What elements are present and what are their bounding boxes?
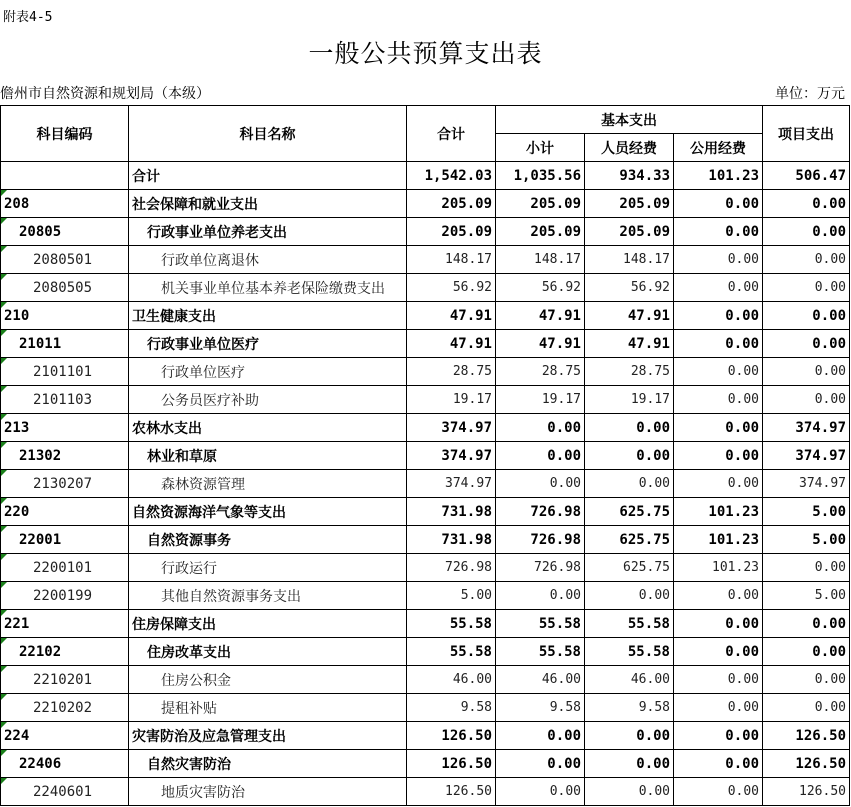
table-row bbox=[1, 442, 850, 470]
row-code: 20805 bbox=[1, 218, 129, 246]
page-title: 一般公共预算支出表 bbox=[308, 39, 543, 68]
row-code: 213 bbox=[1, 414, 129, 442]
row-total: 19.17 bbox=[407, 386, 496, 414]
row-personnel: 0.00 bbox=[585, 722, 674, 750]
row-subtotal: 19.17 bbox=[496, 386, 585, 414]
row-project: 506.47 bbox=[763, 162, 850, 190]
row-total: 126.50 bbox=[407, 750, 496, 778]
row-name: 住房公积金 bbox=[129, 666, 407, 694]
row-name: 合计 bbox=[129, 162, 407, 190]
table-row bbox=[1, 610, 850, 638]
row-code: 220 bbox=[1, 498, 129, 526]
row-name: 自然资源海洋气象等支出 bbox=[129, 498, 407, 526]
table-row bbox=[1, 694, 850, 722]
row-project: 374.97 bbox=[763, 470, 850, 498]
row-subtotal: 0.00 bbox=[496, 750, 585, 778]
row-code: 2080501 bbox=[1, 246, 129, 274]
row-personnel: 46.00 bbox=[585, 666, 674, 694]
row-total: 731.98 bbox=[407, 498, 496, 526]
row-total: 126.50 bbox=[407, 778, 496, 806]
table-row bbox=[1, 190, 850, 218]
row-personnel: 28.75 bbox=[585, 358, 674, 386]
table-row bbox=[1, 162, 850, 190]
row-code: 2240601 bbox=[1, 778, 129, 806]
row-project: 0.00 bbox=[763, 274, 850, 302]
row-personnel: 55.58 bbox=[585, 638, 674, 666]
row-name: 行政单位医疗 bbox=[129, 358, 407, 386]
cell-marker-icon bbox=[1, 246, 7, 252]
row-public: 0.00 bbox=[674, 218, 763, 246]
row-subtotal: 205.09 bbox=[496, 190, 585, 218]
header-code: 科目编码 bbox=[1, 106, 129, 162]
row-total: 148.17 bbox=[407, 246, 496, 274]
row-name: 灾害防治及应急管理支出 bbox=[129, 722, 407, 750]
row-project: 126.50 bbox=[763, 778, 850, 806]
row-code: 210 bbox=[1, 302, 129, 330]
row-name: 社会保障和就业支出 bbox=[129, 190, 407, 218]
row-project: 0.00 bbox=[763, 610, 850, 638]
row-public: 0.00 bbox=[674, 778, 763, 806]
row-personnel: 47.91 bbox=[585, 302, 674, 330]
row-personnel: 148.17 bbox=[585, 246, 674, 274]
row-total: 47.91 bbox=[407, 302, 496, 330]
row-personnel: 625.75 bbox=[585, 498, 674, 526]
appendix-tag: 附表4-5 bbox=[3, 10, 53, 25]
cell-marker-icon bbox=[1, 694, 7, 700]
row-public: 0.00 bbox=[674, 414, 763, 442]
row-project: 5.00 bbox=[763, 582, 850, 610]
row-subtotal: 28.75 bbox=[496, 358, 585, 386]
row-subtotal: 47.91 bbox=[496, 330, 585, 358]
row-personnel: 9.58 bbox=[585, 694, 674, 722]
row-total: 55.58 bbox=[407, 638, 496, 666]
budget-table bbox=[0, 105, 850, 806]
table-row bbox=[1, 330, 850, 358]
cell-marker-icon bbox=[1, 470, 7, 476]
row-public: 0.00 bbox=[674, 190, 763, 218]
cell-marker-icon bbox=[1, 302, 7, 308]
row-personnel: 19.17 bbox=[585, 386, 674, 414]
header-basic: 基本支出 bbox=[496, 106, 763, 134]
row-name: 行政事业单位医疗 bbox=[129, 330, 407, 358]
row-public: 0.00 bbox=[674, 610, 763, 638]
row-subtotal: 726.98 bbox=[496, 498, 585, 526]
table-row bbox=[1, 246, 850, 274]
row-personnel: 55.58 bbox=[585, 610, 674, 638]
row-personnel: 205.09 bbox=[585, 190, 674, 218]
row-code: 221 bbox=[1, 610, 129, 638]
header-subtotal: 小计 bbox=[496, 134, 585, 162]
row-public: 0.00 bbox=[674, 694, 763, 722]
row-subtotal: 0.00 bbox=[496, 778, 585, 806]
row-public: 0.00 bbox=[674, 470, 763, 498]
row-public: 0.00 bbox=[674, 582, 763, 610]
row-code: 21011 bbox=[1, 330, 129, 358]
row-subtotal: 46.00 bbox=[496, 666, 585, 694]
table-body bbox=[1, 162, 850, 806]
table-row bbox=[1, 750, 850, 778]
table-row bbox=[1, 302, 850, 330]
row-name: 卫生健康支出 bbox=[129, 302, 407, 330]
table-row bbox=[1, 526, 850, 554]
row-code: 2130207 bbox=[1, 470, 129, 498]
row-total: 374.97 bbox=[407, 442, 496, 470]
row-public: 0.00 bbox=[674, 442, 763, 470]
row-total: 374.97 bbox=[407, 414, 496, 442]
row-subtotal: 56.92 bbox=[496, 274, 585, 302]
row-total: 46.00 bbox=[407, 666, 496, 694]
row-subtotal: 148.17 bbox=[496, 246, 585, 274]
row-name: 行政事业单位养老支出 bbox=[129, 218, 407, 246]
row-subtotal: 726.98 bbox=[496, 526, 585, 554]
row-code: 2210202 bbox=[1, 694, 129, 722]
row-personnel: 0.00 bbox=[585, 414, 674, 442]
row-code: 22001 bbox=[1, 526, 129, 554]
row-code: 22406 bbox=[1, 750, 129, 778]
row-public: 0.00 bbox=[674, 330, 763, 358]
row-total: 47.91 bbox=[407, 330, 496, 358]
row-code: 2101103 bbox=[1, 386, 129, 414]
row-subtotal: 0.00 bbox=[496, 442, 585, 470]
row-total: 56.92 bbox=[407, 274, 496, 302]
row-project: 0.00 bbox=[763, 302, 850, 330]
row-public: 101.23 bbox=[674, 526, 763, 554]
row-project: 0.00 bbox=[763, 386, 850, 414]
row-subtotal: 55.58 bbox=[496, 638, 585, 666]
table-row bbox=[1, 582, 850, 610]
row-personnel: 56.92 bbox=[585, 274, 674, 302]
row-total: 726.98 bbox=[407, 554, 496, 582]
row-personnel: 205.09 bbox=[585, 218, 674, 246]
header-project: 项目支出 bbox=[763, 106, 850, 162]
row-public: 0.00 bbox=[674, 638, 763, 666]
table-row bbox=[1, 386, 850, 414]
cell-marker-icon bbox=[1, 722, 7, 728]
row-code: 2210201 bbox=[1, 666, 129, 694]
row-name: 行政运行 bbox=[129, 554, 407, 582]
cell-marker-icon bbox=[1, 750, 7, 756]
row-name: 住房保障支出 bbox=[129, 610, 407, 638]
table-row bbox=[1, 722, 850, 750]
cell-marker-icon bbox=[1, 778, 7, 784]
row-name: 林业和草原 bbox=[129, 442, 407, 470]
row-subtotal: 9.58 bbox=[496, 694, 585, 722]
row-personnel: 0.00 bbox=[585, 470, 674, 498]
row-code: 2200199 bbox=[1, 582, 129, 610]
row-code: 21302 bbox=[1, 442, 129, 470]
cell-marker-icon bbox=[1, 638, 7, 644]
cell-marker-icon bbox=[1, 190, 7, 196]
row-public: 0.00 bbox=[674, 750, 763, 778]
row-project: 0.00 bbox=[763, 694, 850, 722]
cell-marker-icon bbox=[1, 386, 7, 392]
cell-marker-icon bbox=[1, 218, 7, 224]
row-name: 自然灾害防治 bbox=[129, 750, 407, 778]
table-row bbox=[1, 358, 850, 386]
row-personnel: 0.00 bbox=[585, 582, 674, 610]
row-name: 自然资源事务 bbox=[129, 526, 407, 554]
row-total: 1,542.03 bbox=[407, 162, 496, 190]
cell-marker-icon bbox=[1, 666, 7, 672]
row-name: 提租补贴 bbox=[129, 694, 407, 722]
row-project: 374.97 bbox=[763, 442, 850, 470]
table-row bbox=[1, 638, 850, 666]
row-project: 5.00 bbox=[763, 526, 850, 554]
row-total: 731.98 bbox=[407, 526, 496, 554]
row-name: 农林水支出 bbox=[129, 414, 407, 442]
table-row bbox=[1, 414, 850, 442]
row-code: 2101101 bbox=[1, 358, 129, 386]
row-personnel: 0.00 bbox=[585, 750, 674, 778]
table-row bbox=[1, 498, 850, 526]
cell-marker-icon bbox=[1, 442, 7, 448]
row-subtotal: 1,035.56 bbox=[496, 162, 585, 190]
cell-marker-icon bbox=[1, 330, 7, 336]
row-public: 0.00 bbox=[674, 274, 763, 302]
row-subtotal: 47.91 bbox=[496, 302, 585, 330]
row-total: 205.09 bbox=[407, 190, 496, 218]
table-row bbox=[1, 274, 850, 302]
row-project: 126.50 bbox=[763, 722, 850, 750]
row-name: 其他自然资源事务支出 bbox=[129, 582, 407, 610]
row-name: 公务员医疗补助 bbox=[129, 386, 407, 414]
row-code: 208 bbox=[1, 190, 129, 218]
row-project: 374.97 bbox=[763, 414, 850, 442]
cell-marker-icon bbox=[1, 526, 7, 532]
row-code: 224 bbox=[1, 722, 129, 750]
row-total: 374.97 bbox=[407, 470, 496, 498]
row-name: 地质灾害防治 bbox=[129, 778, 407, 806]
table-row bbox=[1, 218, 850, 246]
row-code: 2200101 bbox=[1, 554, 129, 582]
row-public: 0.00 bbox=[674, 302, 763, 330]
row-total: 126.50 bbox=[407, 722, 496, 750]
row-public: 101.23 bbox=[674, 162, 763, 190]
row-project: 0.00 bbox=[763, 638, 850, 666]
row-subtotal: 205.09 bbox=[496, 218, 585, 246]
row-code: 22102 bbox=[1, 638, 129, 666]
cell-marker-icon bbox=[1, 274, 7, 280]
row-personnel: 47.91 bbox=[585, 330, 674, 358]
row-personnel: 0.00 bbox=[585, 778, 674, 806]
table-row bbox=[1, 554, 850, 582]
row-project: 0.00 bbox=[763, 358, 850, 386]
header-personnel: 人员经费 bbox=[585, 134, 674, 162]
row-project: 0.00 bbox=[763, 330, 850, 358]
row-total: 205.09 bbox=[407, 218, 496, 246]
row-public: 0.00 bbox=[674, 386, 763, 414]
row-project: 0.00 bbox=[763, 190, 850, 218]
row-public: 0.00 bbox=[674, 722, 763, 750]
header-total: 合计 bbox=[407, 106, 496, 162]
row-subtotal: 55.58 bbox=[496, 610, 585, 638]
header-name: 科目名称 bbox=[129, 106, 407, 162]
table-row bbox=[1, 778, 850, 806]
row-name: 住房改革支出 bbox=[129, 638, 407, 666]
table-row bbox=[1, 666, 850, 694]
row-project: 0.00 bbox=[763, 554, 850, 582]
row-name: 机关事业单位基本养老保险缴费支出 bbox=[129, 274, 407, 302]
cell-marker-icon bbox=[1, 554, 7, 560]
row-personnel: 0.00 bbox=[585, 442, 674, 470]
cell-marker-icon bbox=[1, 498, 7, 504]
cell-marker-icon bbox=[1, 582, 7, 588]
row-subtotal: 0.00 bbox=[496, 470, 585, 498]
row-name: 行政单位离退休 bbox=[129, 246, 407, 274]
row-project: 126.50 bbox=[763, 750, 850, 778]
row-total: 9.58 bbox=[407, 694, 496, 722]
currency-unit: 单位：万元 bbox=[775, 86, 845, 102]
row-public: 101.23 bbox=[674, 554, 763, 582]
row-subtotal: 0.00 bbox=[496, 414, 585, 442]
row-personnel: 625.75 bbox=[585, 526, 674, 554]
table-row bbox=[1, 470, 850, 498]
row-personnel: 934.33 bbox=[585, 162, 674, 190]
cell-marker-icon bbox=[1, 610, 7, 616]
row-total: 28.75 bbox=[407, 358, 496, 386]
row-subtotal: 0.00 bbox=[496, 582, 585, 610]
row-project: 5.00 bbox=[763, 498, 850, 526]
row-subtotal: 0.00 bbox=[496, 722, 585, 750]
cell-marker-icon bbox=[1, 414, 7, 420]
row-code: 2080505 bbox=[1, 274, 129, 302]
row-total: 5.00 bbox=[407, 582, 496, 610]
row-public: 0.00 bbox=[674, 246, 763, 274]
row-total: 55.58 bbox=[407, 610, 496, 638]
row-personnel: 625.75 bbox=[585, 554, 674, 582]
row-subtotal: 726.98 bbox=[496, 554, 585, 582]
agency-name: 儋州市自然资源和规划局（本级） bbox=[0, 86, 210, 102]
row-public: 101.23 bbox=[674, 498, 763, 526]
row-project: 0.00 bbox=[763, 218, 850, 246]
row-public: 0.00 bbox=[674, 666, 763, 694]
row-name: 森林资源管理 bbox=[129, 470, 407, 498]
row-project: 0.00 bbox=[763, 666, 850, 694]
cell-marker-icon bbox=[1, 358, 7, 364]
row-code bbox=[1, 162, 129, 190]
row-project: 0.00 bbox=[763, 246, 850, 274]
row-public: 0.00 bbox=[674, 358, 763, 386]
header-public: 公用经费 bbox=[674, 134, 763, 162]
